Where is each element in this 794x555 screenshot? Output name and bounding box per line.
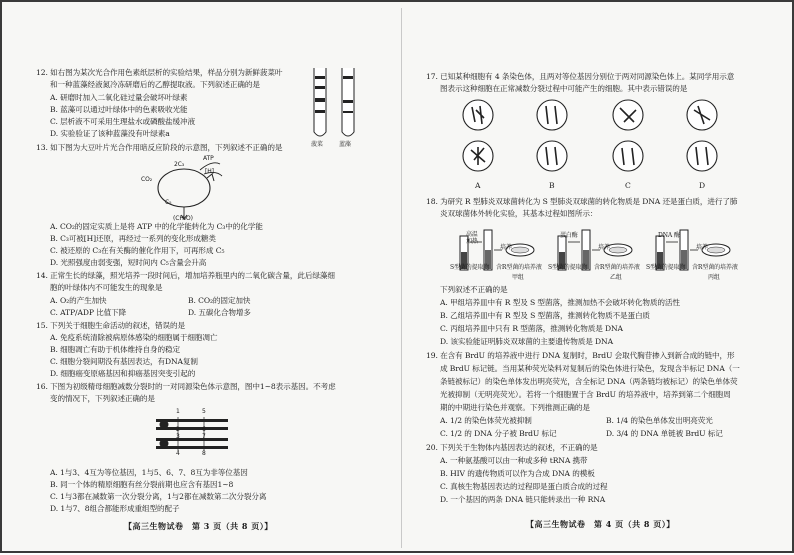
q13-label-ch2o: (CH₂O) <box>173 215 193 222</box>
left-page <box>2 2 402 555</box>
cell-d-top <box>687 100 717 130</box>
q16-homologous-chromosome-diagram <box>152 407 242 467</box>
q14-option-b: B. CO₂的固定加快 <box>188 296 251 305</box>
q19-stem-line4: 光被抑制（无明亮荧光）。若将一个细胞置于含 BrdU 的培养液中，培养到第二个细胞周 <box>440 390 731 399</box>
q13-label-h: [H] <box>205 168 214 175</box>
q17-cell-diagrams <box>460 98 760 182</box>
q12-option-c: C. 层析液不可采用生理盐水或磷酸盐缓冲液 <box>50 117 195 126</box>
q16-gene-4: 4 <box>176 450 180 457</box>
q12-stem-line1: 12. 如右图为某次光合作用色素纸层析的实验结果，样品分别为新鲜菠菜叶 <box>36 68 283 77</box>
q18-label-protease: 蛋白酶 <box>560 232 578 239</box>
q12-chromatography-figure <box>310 66 370 146</box>
q18-group-bing: 丙组 <box>708 274 720 281</box>
q18-label-s-extract-1: S型菌的提取物 <box>450 264 490 271</box>
cyanobacteria-strip <box>342 68 354 136</box>
q16-option-b: B. 同一个体的精原细胞有丝分裂前期也应含有基因1~8 <box>50 480 234 489</box>
q18-stem-line1: 18. 为研究 R 型肺炎双球菌转化为 S 型肺炎双球菌的转化物质是 DNA 还是蛋白质，进行了肺 <box>426 197 738 206</box>
q17-stem-line1: 17. 已知某种细胞有 4 条染色体，且两对等位基因分别位于两对同源染色体上。某同学用示意 <box>426 72 735 81</box>
q19-option-b: B. 1/4 的染色单体发出明亮荧光 <box>606 416 713 425</box>
q16-gene-8: 8 <box>202 450 206 457</box>
q16-gene-1: 1 <box>176 408 180 415</box>
right-page <box>402 2 794 555</box>
q19-stem-line1: 19. 在含有 BrdU 的培养液中进行 DNA 复制时，BrdU 会取代胸苷掺入到新合成的链中，形 <box>426 351 735 360</box>
spinach-strip <box>314 68 326 136</box>
q18-label-s-extract-2: S型菌的提取物 <box>548 264 588 271</box>
q18-option-b: B. 乙组培养皿中有 R 型及 S 型菌落，推测转化物质不是蛋白质 <box>440 311 650 320</box>
q13-label-atp: ATP <box>203 155 214 162</box>
q14-option-a: A. O₂的产生加快 <box>50 296 107 305</box>
cell-a-top <box>463 100 493 130</box>
q18-label-culture-2: 培养 <box>598 244 610 251</box>
left-page-footer: 【高三生物试卷 第 3 页（共 8 页）】 <box>124 521 273 531</box>
q12-option-b: B. 蓝藻可以通过叶绿体中的色素吸收光能 <box>50 105 188 114</box>
q19-option-d: D. 3/4 的 DNA 单链被 BrdU 标记 <box>606 429 723 438</box>
q18-option-c: C. 丙组培养皿中只有 R 型菌落，推测转化物质是 DNA <box>440 324 623 333</box>
q16-stem-line2: 变的情况下，下列叙述正确的是 <box>50 394 155 403</box>
q18-label-r-medium-2: 含R型菌的培养液 <box>594 264 640 271</box>
q18-stem-line2: 炎双球菌体外转化实验，其基本过程如图所示： <box>440 209 598 218</box>
q13-option-a: A. CO₂的固定实质上是将 ATP 中的化学能转化为 C₃中的化学能 <box>50 222 263 231</box>
q17-label-a: A <box>475 181 481 190</box>
q18-label-r-medium-1: 含R型菌的培养液 <box>496 264 542 271</box>
q13-label-c5: C₅ <box>165 199 172 206</box>
q16-gene-7: 7 <box>202 433 206 440</box>
q15-stem: 15. 下列关于细胞生命活动的叙述，错误的是 <box>36 321 185 330</box>
q14-stem-line1: 14. 正常生长的绿藻，照光培养一段时间后，增加培养瓶里内的二氧化碳含量，此后绿藻细 <box>36 271 335 280</box>
q18-label-heat: 加热 <box>466 238 478 245</box>
q12-option-d: D. 实验验证了该种蓝藻没有叶绿素a <box>50 129 170 138</box>
q15-option-d: D. 细胞癌变原癌基因和抑癌基因突变引起的 <box>50 369 196 378</box>
q18-group-jia: 甲组 <box>512 274 524 281</box>
q16-option-c: C. 1与3都在减数第一次分裂分离，1与2都在减数第二次分裂分离 <box>50 492 267 501</box>
q16-stem-line1: 16. 下图为初级精母细胞减数分裂时的一对同源染色体示意图，图中1~8表示基因。不考虑 <box>36 382 336 391</box>
q13-option-d: D. 光照强度由弱变强，短时间内 C₅含量会升高 <box>50 258 207 267</box>
q16-gene-3: 3 <box>176 433 180 440</box>
cell-b-bottom <box>537 141 567 171</box>
q18-label-s-extract-3: S型菌的提取物 <box>646 264 686 271</box>
q13-option-b: B. C₃可被[H]还原，再经过一系列的变化形成糖类 <box>50 234 216 243</box>
cell-c-bottom <box>613 141 643 171</box>
q17-stem-line2: 图表示这种细胞在正常减数分裂过程中可能产生的细胞。其中表示错误的是 <box>440 84 688 93</box>
q16-option-a: A. 1与3、4互为等位基因，1与5、6、7、8互为非等位基因 <box>50 468 248 477</box>
q15-option-b: B. 细胞凋亡有助于机体维持自身的稳定 <box>50 345 181 354</box>
q18-label-culture-3: 培养 <box>696 244 708 251</box>
q19-option-a: A. 1/2 的染色体荧光被抑制 <box>440 416 532 425</box>
q15-option-c: C. 细胞分裂间期没有基因表达，有DNA复制 <box>50 357 198 366</box>
q12-stem-line2: 和一种蓝藻经液氮冷冻研磨后的乙醇提取液。下列叙述正确的是 <box>50 80 260 89</box>
q18-intro: 下列叙述不正确的是 <box>440 285 508 294</box>
q19-stem-line2: 成 BrdU 标记链。当用某种荧光染料对复制后的染色体进行染色，发现含半标记 DNA（一 <box>440 364 740 373</box>
centromere-bottom <box>160 439 169 448</box>
q18-label-r-medium-3: 含R型菌的培养液 <box>692 264 738 271</box>
q19-stem-line5: 期的中期进行染色并观察。下列推测正确的是 <box>440 403 590 412</box>
q18-option-a: A. 甲组培养皿中有 R 型及 S 型菌落，推测加热不会破坏转化物质的活性 <box>440 298 680 307</box>
centromere-top <box>160 420 169 429</box>
q18-label-dnase: DNA 酶 <box>658 232 680 239</box>
q17-label-c: C <box>625 181 631 190</box>
q14-option-c: C. ATP/ADP 比值下降 <box>50 308 127 317</box>
q18-label-high-temp: 高温 <box>466 231 478 238</box>
q15-option-a: A. 免疫系统清除被病原体感染的细胞属于细胞凋亡 <box>50 333 218 342</box>
q14-option-d: D. 五碳化合物增多 <box>188 308 251 317</box>
cell-b-top <box>537 100 567 130</box>
q12-strip-label-cyano: 蓝藻 <box>339 141 351 148</box>
q19-option-c: C. 1/2 的 DNA 分子被 BrdU 标记 <box>440 429 557 438</box>
q20-stem: 20. 下列关于生物体内基因表达的叙述，不正确的是 <box>426 443 598 452</box>
q20-option-d: D. 一个基因的两条 DNA 链只能转录出一种 RNA <box>440 495 606 504</box>
q13-option-c: C. 被还原的 C₃在有关酶的催化作用下，可再形成 C₅ <box>50 246 225 255</box>
q20-option-b: B. HIV 的遗传物质可以作为合成 DNA 的模板 <box>440 469 595 478</box>
q13-label-c3: 2C₃ <box>174 161 185 168</box>
q16-gene-2: 2 <box>176 426 180 433</box>
q18-option-d: D. 该实验能证明肺炎双球菌的主要遗传物质是 DNA <box>440 337 613 346</box>
cell-c-top <box>613 100 643 130</box>
q12-strip-label-spinach: 菠菜 <box>311 141 323 148</box>
q17-label-b: B <box>549 181 555 190</box>
q16-option-d: D. 1与7、8组合都能形成重组型的配子 <box>50 504 180 513</box>
q13-stem: 13. 如下图为大豆叶片光合作用暗反应阶段的示意图，下列叙述不正确的是 <box>36 143 283 152</box>
q13-label-co2: CO₂ <box>141 176 153 183</box>
q16-gene-5: 5 <box>202 408 206 415</box>
q20-option-c: C. 真核生物基因表达的过程即是蛋白质合成的过程 <box>440 482 608 491</box>
q18-label-culture-1: 培养 <box>500 244 512 251</box>
cell-d-bottom <box>687 141 717 171</box>
q16-gene-6: 6 <box>202 426 206 433</box>
q14-stem-line2: 胞的叶绿体内不可能发生的现象是 <box>50 283 163 292</box>
q18-group-yi: 乙组 <box>610 274 622 281</box>
q19-stem-line3: 条链被标记）的染色单体发出明亮荧光，含全标记 DNA（两条链均被标记）的染色单体荧 <box>440 377 738 386</box>
q12-option-a: A. 研磨时加入二氧化硅过量会破坏叶绿素 <box>50 93 188 102</box>
cell-a-bottom <box>463 141 493 171</box>
right-page-footer: 【高三生物试卷 第 4 页（共 8 页）】 <box>526 519 675 529</box>
q17-label-d: D <box>699 181 705 190</box>
q20-option-a: A. 一种氨基酸可以由一种或多种 tRNA 携带 <box>440 456 588 465</box>
